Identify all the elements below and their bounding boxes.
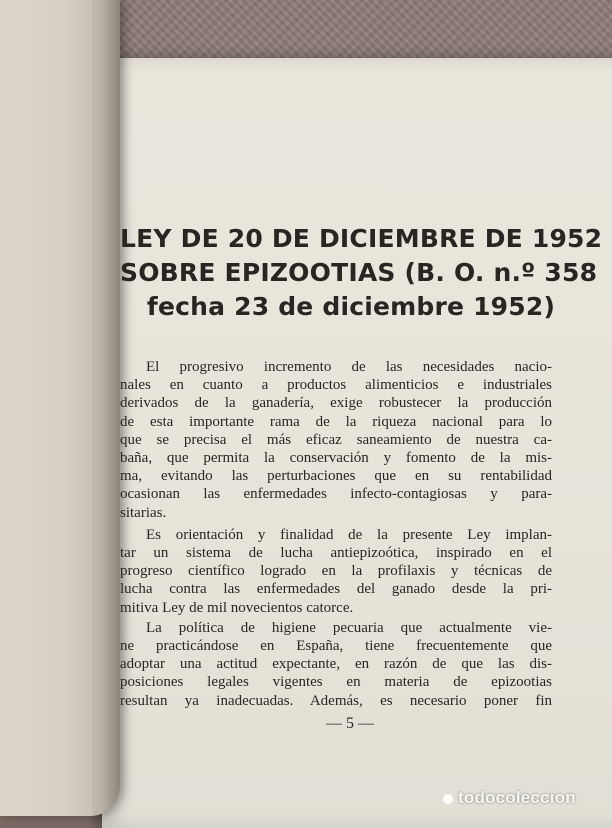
page-number: — 5 — bbox=[326, 715, 374, 732]
body-text bbox=[120, 358, 552, 710]
text-line: El progresivo incremento de las necesidades nacio- bbox=[146, 359, 552, 375]
text-line: baña, que permita la conservación y fomento de la mis- bbox=[120, 450, 552, 467]
title-line: SOBRE EPIZOOTIAS (B. O. n.º 358 bbox=[120, 258, 598, 287]
text-line: Es orientación y finalidad de la presente Ley implan- bbox=[146, 526, 552, 543]
text-line: adoptar una actitud expectante, en razón de que las dis- bbox=[120, 656, 552, 673]
title-line: fecha 23 de diciembre 1952) bbox=[146, 292, 556, 321]
text-line: mitiva Ley de mil novecientos catorce. bbox=[120, 599, 354, 616]
text-line: resultan ya inadecuadas. Además, es necesario poner fin bbox=[120, 692, 552, 709]
text-line: derivados de la ganadería, exige robustecer la producción bbox=[120, 395, 552, 412]
paragraph-1 bbox=[120, 358, 552, 522]
watermark-logo-icon bbox=[443, 794, 453, 804]
paragraph-2 bbox=[120, 526, 552, 617]
text-line: posiciones legales vigentes en materia de epizootias bbox=[120, 674, 552, 691]
law-title bbox=[120, 222, 603, 324]
text-line: nales en cuanto a productos alimenticios e industriales bbox=[120, 377, 552, 394]
text-line: que se precisa el más eficaz saneamiento de nuestra ca- bbox=[120, 431, 552, 448]
text-line: La política de higiene pecuaria que actualmente vie- bbox=[146, 619, 552, 636]
text-line: sitarias. bbox=[120, 504, 167, 521]
text-line: tar un sistema de lucha antiepizoótica, inspirado en el bbox=[120, 545, 552, 562]
text-line: de esta importante rama de la riqueza nacional para lo bbox=[120, 413, 552, 430]
watermark bbox=[443, 788, 576, 808]
watermark-text: todocoleccion bbox=[458, 788, 576, 807]
facing-page-edge bbox=[0, 0, 120, 816]
text-line: lucha contra las enfermedades del ganado desde la pri- bbox=[120, 581, 552, 598]
text-line: progreso científico logrado en la profilaxis y técnicas de bbox=[120, 563, 552, 580]
text-line: ocasionan las enfermedades infecto-contagiosas y para- bbox=[120, 486, 552, 503]
title-line: LEY DE 20 DE DICIEMBRE DE 1952 bbox=[120, 224, 603, 253]
text-line: ne practicándose en España, tiene frecuentemente que bbox=[120, 638, 552, 655]
paragraph-3 bbox=[120, 619, 552, 710]
text-line: ma, evitando las perturbaciones que en su rentabilidad bbox=[120, 468, 552, 485]
